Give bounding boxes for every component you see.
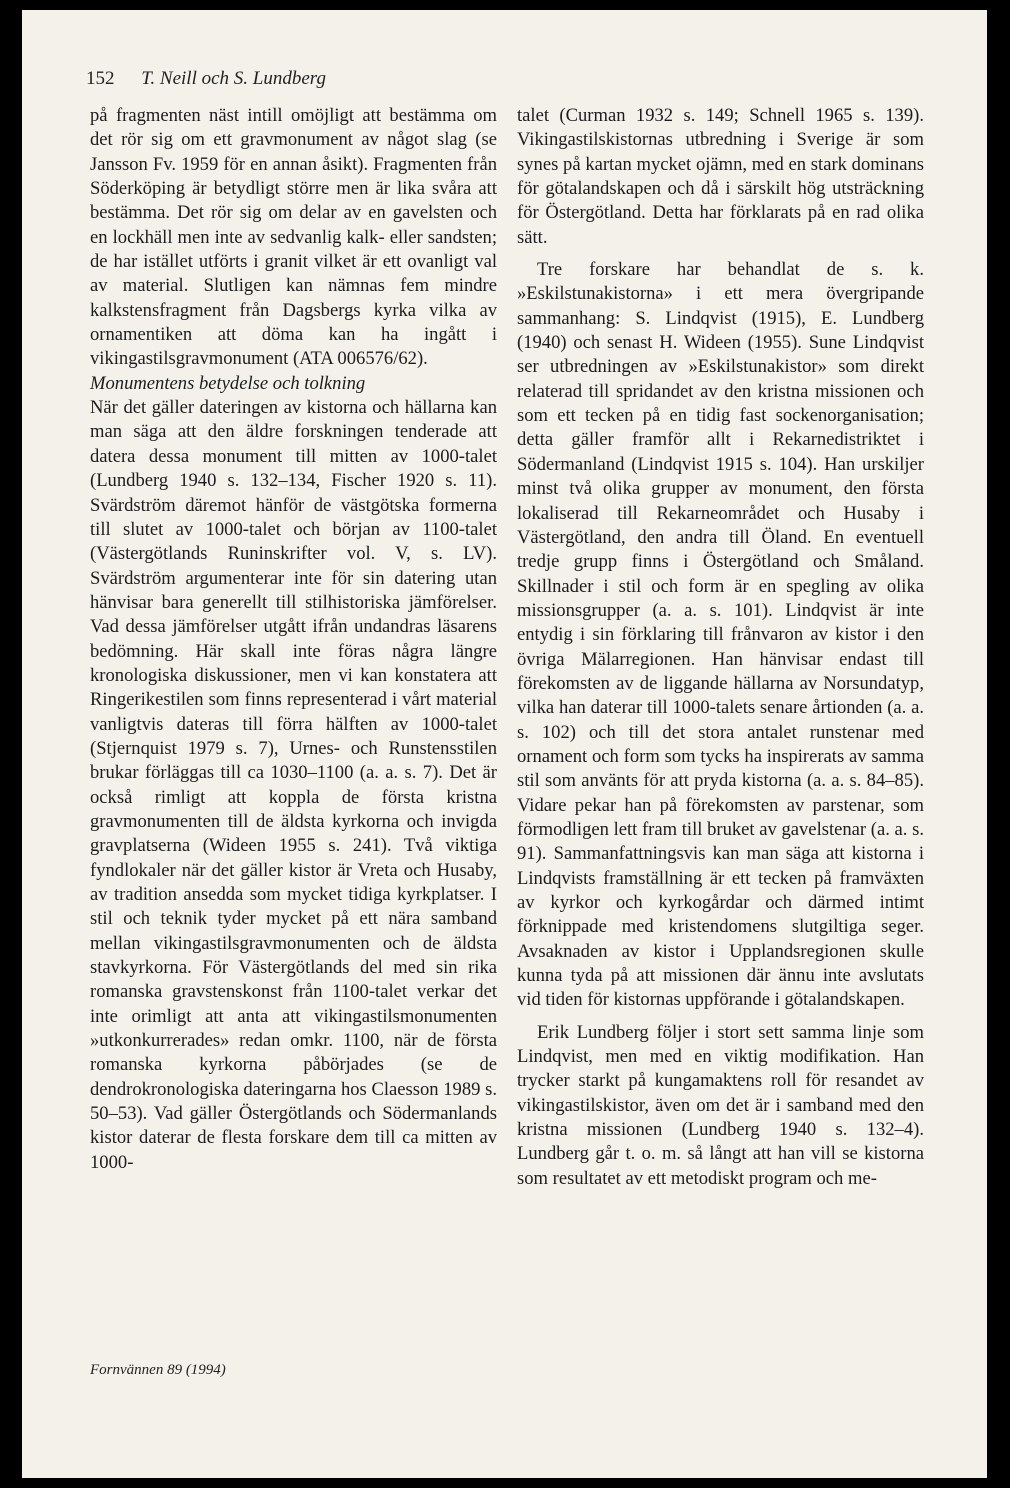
page-number: 152 xyxy=(86,68,115,89)
journal-footer: Fornvännen 89 (1994) xyxy=(90,1362,226,1378)
paragraph: När det gäller dateringen av kistorna och hällarna kan man säga att den äldre forskningen tenderade att datera dessa monument till mitten av 1000-talet (Lundberg 1940 s. 132–134, Fischer 1920 s. 11). Svärdström däremot hänför de västgötska formerna till slutet av 1000-talet och början av 1100-talet (Västergötlands Runinskrifter vol. V, s. LV). Svärdström argumenterar inte för sin datering utan hänvisar bara generellt till stilhistoriska jämförelser. Vad dessa jämförelser utgått ifrån undandras läsarens bedömning. Här skall inte föras några längre kronologiska diskussioner, men vi kan konstatera att Ringerikestilen som finns representerad i vårt material vanligtvis dateras till förra hälften av 1000-talet (Stjernquist 1979 s. 7), Urnes- och Runstensstilen brukar förläggas till ca 1030–1100 (a. a. s. 7). Det är också rimligt att koppla de första kristna gravmonumenten till de äldsta kyrkorna och invigda gravplatserna (Wideen 1955 s. 241). Två viktiga fyndlokaler när det gäller kistor är Vreta och Husaby, av tradition ansedda som mycket tidiga kyrkplatser. I stil och teknik tyder mycket på ett nära samband mellan vikingastilsgravmonumenten och de äldsta stavkyrkorna. För Västergötlands del med sin rika romanska gravstenskonst från 1100-talet verkar det inte orimligt att anta att vikingastilsmonumenten »utkonkurrerades» redan omkr. 1100, när de första romanska kyrkorna påbörjades (se de dendrokronologiska dateringarna hos Claesson 1989 s. 50–53). Vad gäller Östergötlands och Södermanlands kistor daterar de flesta forskare dem till ca mitten av 1000- xyxy=(90,397,497,1173)
running-authors: T. Neill och S. Lundberg xyxy=(141,68,326,89)
paragraph: Tre forskare har behandlat de s. k. »Eskilstunakistorna» i ett mera övergripande sammanhang: S. Lindqvist (1915), E. Lundberg (1940) och senast H. Wideen (1955). Sune Lindqvist ser utbredningen av »Eskilstunakistor» som direkt relaterad till spridandet av den kristna missionen och som ett tecken på en tidig fast sockenorganisation; detta gäller framför allt i Rekarnedistriktet i Södermanland (Lindqvist 1915 s. 104). Han urskiljer minst två olika grupper av monument, den första lokaliserad till Rekarneområdet och Husaby i Västergötland, den andra till Öland. En eventuell tredje grupp finns i Östergötland och Småland. Skillnader i stil och form är en spegling av olika missionsgrupper (a. a. s. 101). Lindqvist är inte entydig i sin förklaring till frånvaron av kistor i den övriga Mälarregionen. Han hänvisar endast till förekomsten av de liggande hällarna av Norsundatyp, vilka han daterar till 1000-talets senare årtionden (a. a. s. 102) och till det stora antalet runstenar med ornament och form som tycks ha inspirerats av samma stil som använts för att pryda kistorna (a. a. s. 84–85). Vidare pekar han på förekomsten av parstenar, som förmodligen lett fram till bruket av gavelstenar (a. a. s. 91). Sammanfattningsvis kan man säga att kistorna i Lindqvists framställning är ett tecken på framväxten av kyrkor och kyrkogårdar och därmed intimt förknippade med kristendomens slutgiltiga seger. Avsaknaden av kistor i Upplandsregionen skulle kunna tyda på att missionen där ännu inte avslutats vid tiden för kistornas uppförande i götalandskapen. xyxy=(517,259,924,1011)
page xyxy=(22,10,987,1478)
paragraph: talet (Curman 1932 s. 149; Schnell 1965 s. 139). Vikingastilskistornas utbredning i Sverige är som synes på kartan mycket ojämn, med en stark dominans för götalandskapen och då i särskilt hög utsträckning för Östergötland. Detta har förklarats på en rad olika sätt. xyxy=(517,105,924,248)
section-heading: Monumentens betydelse och tolkning xyxy=(90,372,366,394)
running-header xyxy=(86,68,326,90)
right-column xyxy=(517,104,924,1191)
paragraph: på fragmenten näst intill omöjligt att bestämma om det rör sig om ett gravmonument av något slag (se Jansson Fv. 1959 för en annan åsikt). Fragmenten från Söderköping är betydligt större men är lika svåra att bestämma. Det rör sig om delar av en gavelsten och en lockhäll men inte av sedvanlig kalk- eller sandsten; de har istället utförts i granit vilket är ett ovanligt val av material. Slutligen kan nämnas fem mindre kalkstensfragment från Dagsbergs kyrka vilka av ornamentiken att döma kan ha ingått i vikingastilsgravmonument (ATA 006576/62). xyxy=(90,105,497,370)
paragraph: Erik Lundberg följer i stort sett samma linje som Lindqvist, men med en viktig modifikation. Han trycker starkt på kungamaktens roll för resandet av vikingastilskistor, även om det är i samband med den kristna missionen (Lundberg 1940 s. 132–4). Lundberg går t. o. m. så långt att han vill se kistorna som resultatet av ett metodiskt program och me- xyxy=(517,1021,924,1189)
left-column xyxy=(90,104,497,1175)
